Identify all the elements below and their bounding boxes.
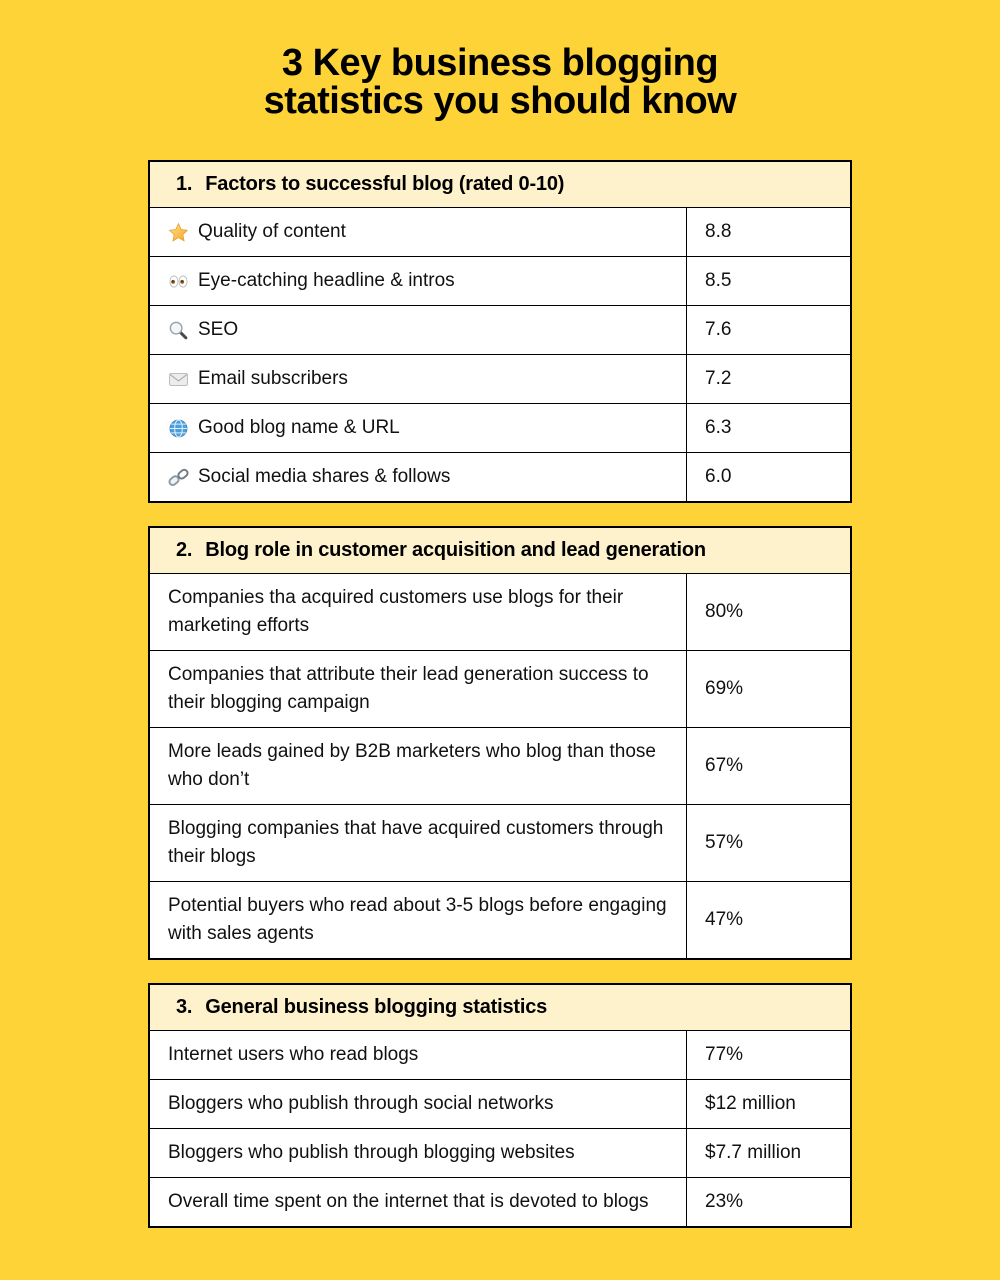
table-row bbox=[150, 574, 850, 651]
row-label: Bloggers who publish through blogging websites bbox=[168, 1142, 575, 1163]
table-row bbox=[150, 355, 850, 404]
table-row bbox=[150, 1080, 850, 1129]
row-label-cell bbox=[150, 728, 687, 804]
table-1-header bbox=[150, 162, 850, 208]
globe-icon bbox=[168, 418, 189, 439]
table-1-number: 1. bbox=[176, 173, 193, 195]
row-value: 67% bbox=[705, 755, 744, 776]
row-label: Eye-catching headline & intros bbox=[198, 270, 455, 291]
table-3-title: General business blogging statistics bbox=[205, 996, 548, 1018]
page-title-line1: 3 Key business blogging bbox=[281, 42, 719, 84]
table-row bbox=[150, 728, 850, 805]
row-label-cell bbox=[150, 257, 687, 305]
magnifier-icon bbox=[168, 320, 189, 341]
row-value: 8.5 bbox=[705, 270, 732, 291]
row-value: 80% bbox=[705, 601, 744, 622]
link-icon bbox=[168, 467, 189, 488]
table-blog-role-customer-acquisition bbox=[148, 526, 852, 960]
row-label: SEO bbox=[198, 319, 239, 340]
table-row bbox=[150, 651, 850, 728]
table-general-blogging-statistics bbox=[148, 983, 852, 1228]
table-row bbox=[150, 1129, 850, 1178]
row-label-cell bbox=[150, 1031, 687, 1079]
row-value: 77% bbox=[705, 1044, 744, 1065]
table-row bbox=[150, 208, 850, 257]
table-row bbox=[150, 1031, 850, 1080]
row-label: Internet users who read blogs bbox=[168, 1044, 419, 1065]
row-label: Potential buyers who read about 3-5 blogs before engaging with sales agents bbox=[168, 895, 667, 944]
row-value: $12 million bbox=[705, 1093, 796, 1114]
table-2-number: 2. bbox=[176, 539, 193, 561]
row-label: Good blog name & URL bbox=[198, 417, 400, 438]
eyes-icon bbox=[168, 271, 189, 292]
row-value: 7.2 bbox=[705, 368, 732, 389]
table-row bbox=[150, 453, 850, 501]
row-label-cell bbox=[150, 1178, 687, 1226]
row-label: Quality of content bbox=[198, 221, 346, 242]
row-value: 47% bbox=[705, 909, 744, 930]
row-label-cell bbox=[150, 404, 687, 452]
row-value: $7.7 million bbox=[705, 1142, 802, 1163]
row-value: 6.0 bbox=[705, 466, 732, 487]
row-label-cell bbox=[150, 355, 687, 403]
row-label-cell bbox=[150, 882, 687, 958]
row-label-cell bbox=[150, 651, 687, 727]
row-value: 69% bbox=[705, 678, 744, 699]
table-3-number: 3. bbox=[176, 996, 193, 1018]
row-label: Social media shares & follows bbox=[198, 466, 451, 487]
table-3-header bbox=[150, 985, 850, 1031]
row-label-cell bbox=[150, 574, 687, 650]
row-label: Blogging companies that have acquired customers through their blogs bbox=[168, 818, 664, 867]
table-row bbox=[150, 257, 850, 306]
table-row bbox=[150, 805, 850, 882]
table-row bbox=[150, 882, 850, 958]
row-value: 6.3 bbox=[705, 417, 732, 438]
row-label: Bloggers who publish through social networks bbox=[168, 1093, 554, 1114]
row-label-cell bbox=[150, 1129, 687, 1177]
row-label: More leads gained by B2B marketers who blog than those who don’t bbox=[168, 741, 656, 790]
table-row bbox=[150, 1178, 850, 1226]
table-factors-to-successful-blog bbox=[148, 160, 852, 503]
row-value: 7.6 bbox=[705, 319, 732, 340]
row-label-cell bbox=[150, 805, 687, 881]
row-value: 23% bbox=[705, 1191, 744, 1212]
star-icon bbox=[168, 222, 189, 243]
table-2-header bbox=[150, 528, 850, 574]
row-label: Overall time spent on the internet that is devoted to blogs bbox=[168, 1191, 649, 1212]
page-title-line2: statistics you should know bbox=[263, 80, 737, 122]
row-label-cell bbox=[150, 306, 687, 354]
row-label: Companies tha acquired customers use blogs for their marketing efforts bbox=[168, 587, 624, 636]
row-value: 57% bbox=[705, 832, 744, 853]
row-label-cell bbox=[150, 453, 687, 501]
row-value: 8.8 bbox=[705, 221, 732, 242]
row-label: Companies that attribute their lead generation success to their blogging campaign bbox=[168, 664, 649, 713]
table-row bbox=[150, 404, 850, 453]
row-label-cell bbox=[150, 208, 687, 256]
table-2-title: Blog role in customer acquisition and lead generation bbox=[205, 539, 706, 561]
table-1-title: Factors to successful blog (rated 0-10) bbox=[205, 173, 565, 195]
page-title bbox=[0, 44, 1000, 120]
envelope-icon bbox=[168, 369, 189, 390]
row-label: Email subscribers bbox=[198, 368, 348, 389]
row-label-cell bbox=[150, 1080, 687, 1128]
table-row bbox=[150, 306, 850, 355]
